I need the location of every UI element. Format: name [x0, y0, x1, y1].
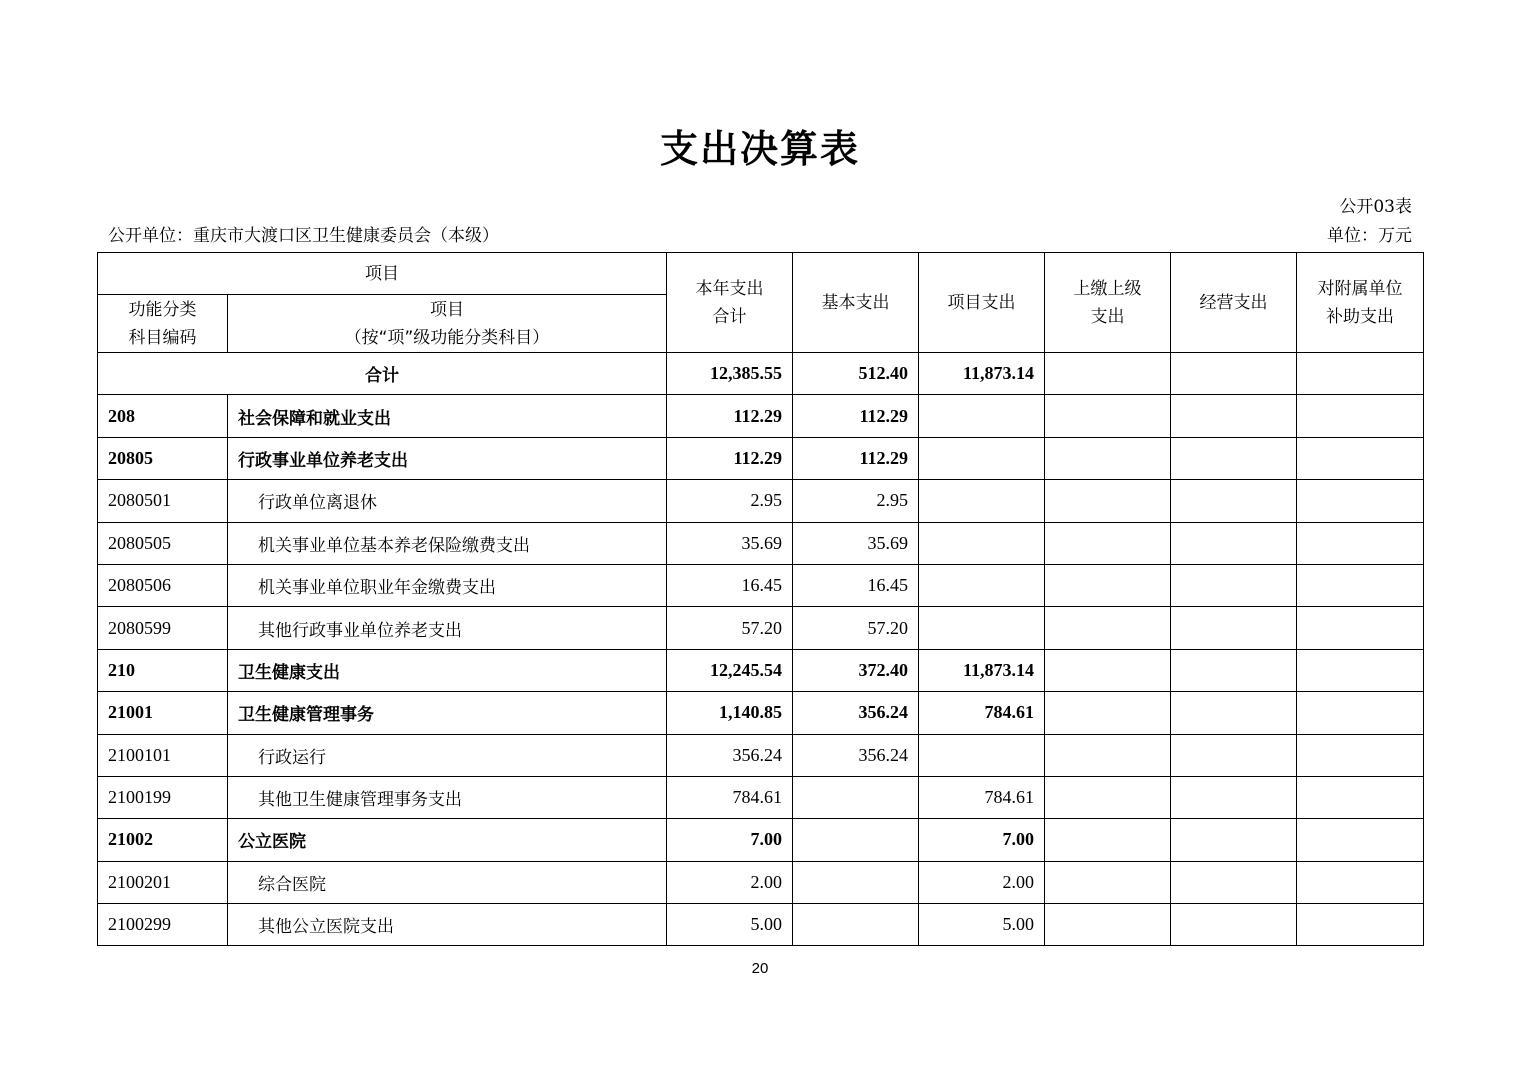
upper-cell: [1045, 437, 1171, 479]
header-item: 项目: [98, 253, 667, 295]
business-cell: [1171, 607, 1297, 649]
table-row: [98, 904, 1424, 946]
basic-cell: 372.40: [793, 649, 919, 691]
header-upper: 上缴上级 支出: [1045, 253, 1171, 353]
reporting-unit: 公开单位：重庆市大渡口区卫生健康委员会（本级）: [108, 226, 499, 246]
code-cell: 2080505: [98, 522, 228, 564]
total-cell: 356.24: [667, 734, 793, 776]
subsidy-cell: [1297, 564, 1424, 606]
total-cell: 12,385.55: [667, 353, 793, 395]
table-row: [98, 776, 1424, 818]
table-row: [98, 522, 1424, 564]
project-cell: 5.00: [919, 904, 1045, 946]
code-cell: 21002: [98, 819, 228, 861]
subsidy-cell: [1297, 776, 1424, 818]
page-title: 支出决算表: [659, 127, 860, 171]
table-row: [98, 564, 1424, 606]
business-cell: [1171, 861, 1297, 903]
code-cell: 2100199: [98, 776, 228, 818]
project-cell: [919, 437, 1045, 479]
code-cell: 2100101: [98, 734, 228, 776]
total-cell: 35.69: [667, 522, 793, 564]
table-row: [98, 607, 1424, 649]
item-name-cell: 机关事业单位基本养老保险缴费支出: [228, 522, 667, 564]
code-cell: 2080506: [98, 564, 228, 606]
table-row: [98, 819, 1424, 861]
item-name-cell: 综合医院: [228, 861, 667, 903]
business-cell: [1171, 395, 1297, 437]
item-name-cell: 行政单位离退休: [228, 480, 667, 522]
business-cell: [1171, 353, 1297, 395]
business-cell: [1171, 522, 1297, 564]
basic-cell: 2.95: [793, 480, 919, 522]
project-cell: [919, 734, 1045, 776]
business-cell: [1171, 649, 1297, 691]
subsidy-cell: [1297, 649, 1424, 691]
project-cell: 11,873.14: [919, 649, 1045, 691]
subsidy-cell: [1297, 395, 1424, 437]
business-cell: [1171, 734, 1297, 776]
project-cell: 7.00: [919, 819, 1045, 861]
upper-cell: [1045, 480, 1171, 522]
table-row: [98, 734, 1424, 776]
upper-cell: [1045, 564, 1171, 606]
project-cell: [919, 395, 1045, 437]
subsidy-cell: [1297, 734, 1424, 776]
item-name-cell: 行政运行: [228, 734, 667, 776]
total-cell: 57.20: [667, 607, 793, 649]
table-row: [98, 692, 1424, 734]
header-total: 本年支出 合计: [667, 253, 793, 353]
subsidy-cell: [1297, 904, 1424, 946]
basic-cell: 356.24: [793, 734, 919, 776]
code-cell: 2100299: [98, 904, 228, 946]
basic-cell: 356.24: [793, 692, 919, 734]
upper-cell: [1045, 395, 1171, 437]
project-cell: [919, 522, 1045, 564]
upper-cell: [1045, 776, 1171, 818]
header-subsidy: 对附属单位 补助支出: [1297, 253, 1424, 353]
header-basic: 基本支出: [793, 253, 919, 353]
upper-cell: [1045, 522, 1171, 564]
header-name: 项目 （按“项”级功能分类科目）: [228, 295, 667, 353]
subsidy-cell: [1297, 480, 1424, 522]
upper-cell: [1045, 353, 1171, 395]
business-cell: [1171, 437, 1297, 479]
item-name-cell: 其他公立医院支出: [228, 904, 667, 946]
item-name-cell: 公立医院: [228, 819, 667, 861]
basic-cell: [793, 861, 919, 903]
total-cell: 16.45: [667, 564, 793, 606]
total-cell: 5.00: [667, 904, 793, 946]
basic-cell: 112.29: [793, 395, 919, 437]
item-name-cell: 社会保障和就业支出: [228, 395, 667, 437]
item-name-cell: 行政事业单位养老支出: [228, 437, 667, 479]
total-label: 合计: [98, 353, 667, 395]
table-row: [98, 649, 1424, 691]
item-name-cell: 卫生健康支出: [228, 649, 667, 691]
table-row: [98, 395, 1424, 437]
code-cell: 21001: [98, 692, 228, 734]
header-project: 项目支出: [919, 253, 1045, 353]
basic-cell: [793, 776, 919, 818]
project-cell: 2.00: [919, 861, 1045, 903]
business-cell: [1171, 819, 1297, 861]
upper-cell: [1045, 819, 1171, 861]
currency-unit: 单位：万元: [1327, 226, 1412, 246]
business-cell: [1171, 776, 1297, 818]
item-name-cell: 卫生健康管理事务: [228, 692, 667, 734]
project-cell: [919, 564, 1045, 606]
basic-cell: 112.29: [793, 437, 919, 479]
upper-cell: [1045, 649, 1171, 691]
table-row: [98, 861, 1424, 903]
header-code: 功能分类 科目编码: [98, 295, 228, 353]
project-cell: 11,873.14: [919, 353, 1045, 395]
table-row: [98, 437, 1424, 479]
code-cell: 2100201: [98, 861, 228, 903]
code-cell: 208: [98, 395, 228, 437]
project-cell: [919, 480, 1045, 522]
header-business: 经营支出: [1171, 253, 1297, 353]
subsidy-cell: [1297, 522, 1424, 564]
total-row: [98, 353, 1424, 395]
project-cell: 784.61: [919, 692, 1045, 734]
project-cell: [919, 607, 1045, 649]
subsidy-cell: [1297, 437, 1424, 479]
business-cell: [1171, 904, 1297, 946]
project-cell: 784.61: [919, 776, 1045, 818]
total-cell: 112.29: [667, 437, 793, 479]
subsidy-cell: [1297, 819, 1424, 861]
item-name-cell: 机关事业单位职业年金缴费支出: [228, 564, 667, 606]
expenditure-table: [97, 252, 1424, 946]
business-cell: [1171, 564, 1297, 606]
total-cell: 784.61: [667, 776, 793, 818]
item-name-cell: 其他卫生健康管理事务支出: [228, 776, 667, 818]
basic-cell: [793, 904, 919, 946]
upper-cell: [1045, 861, 1171, 903]
upper-cell: [1045, 904, 1171, 946]
code-cell: 210: [98, 649, 228, 691]
code-cell: 20805: [98, 437, 228, 479]
upper-cell: [1045, 607, 1171, 649]
total-cell: 7.00: [667, 819, 793, 861]
basic-cell: 16.45: [793, 564, 919, 606]
upper-cell: [1045, 692, 1171, 734]
basic-cell: [793, 819, 919, 861]
basic-cell: 35.69: [793, 522, 919, 564]
page-number: 20: [751, 960, 769, 977]
basic-cell: 57.20: [793, 607, 919, 649]
subsidy-cell: [1297, 861, 1424, 903]
total-cell: 112.29: [667, 395, 793, 437]
business-cell: [1171, 480, 1297, 522]
form-number: 公开03表: [1339, 197, 1412, 217]
basic-cell: 512.40: [793, 353, 919, 395]
table-row: [98, 480, 1424, 522]
total-cell: 12,245.54: [667, 649, 793, 691]
total-cell: 2.95: [667, 480, 793, 522]
total-cell: 2.00: [667, 861, 793, 903]
total-cell: 1,140.85: [667, 692, 793, 734]
subsidy-cell: [1297, 607, 1424, 649]
subsidy-cell: [1297, 353, 1424, 395]
item-name-cell: 其他行政事业单位养老支出: [228, 607, 667, 649]
business-cell: [1171, 692, 1297, 734]
code-cell: 2080599: [98, 607, 228, 649]
upper-cell: [1045, 734, 1171, 776]
subsidy-cell: [1297, 692, 1424, 734]
code-cell: 2080501: [98, 480, 228, 522]
